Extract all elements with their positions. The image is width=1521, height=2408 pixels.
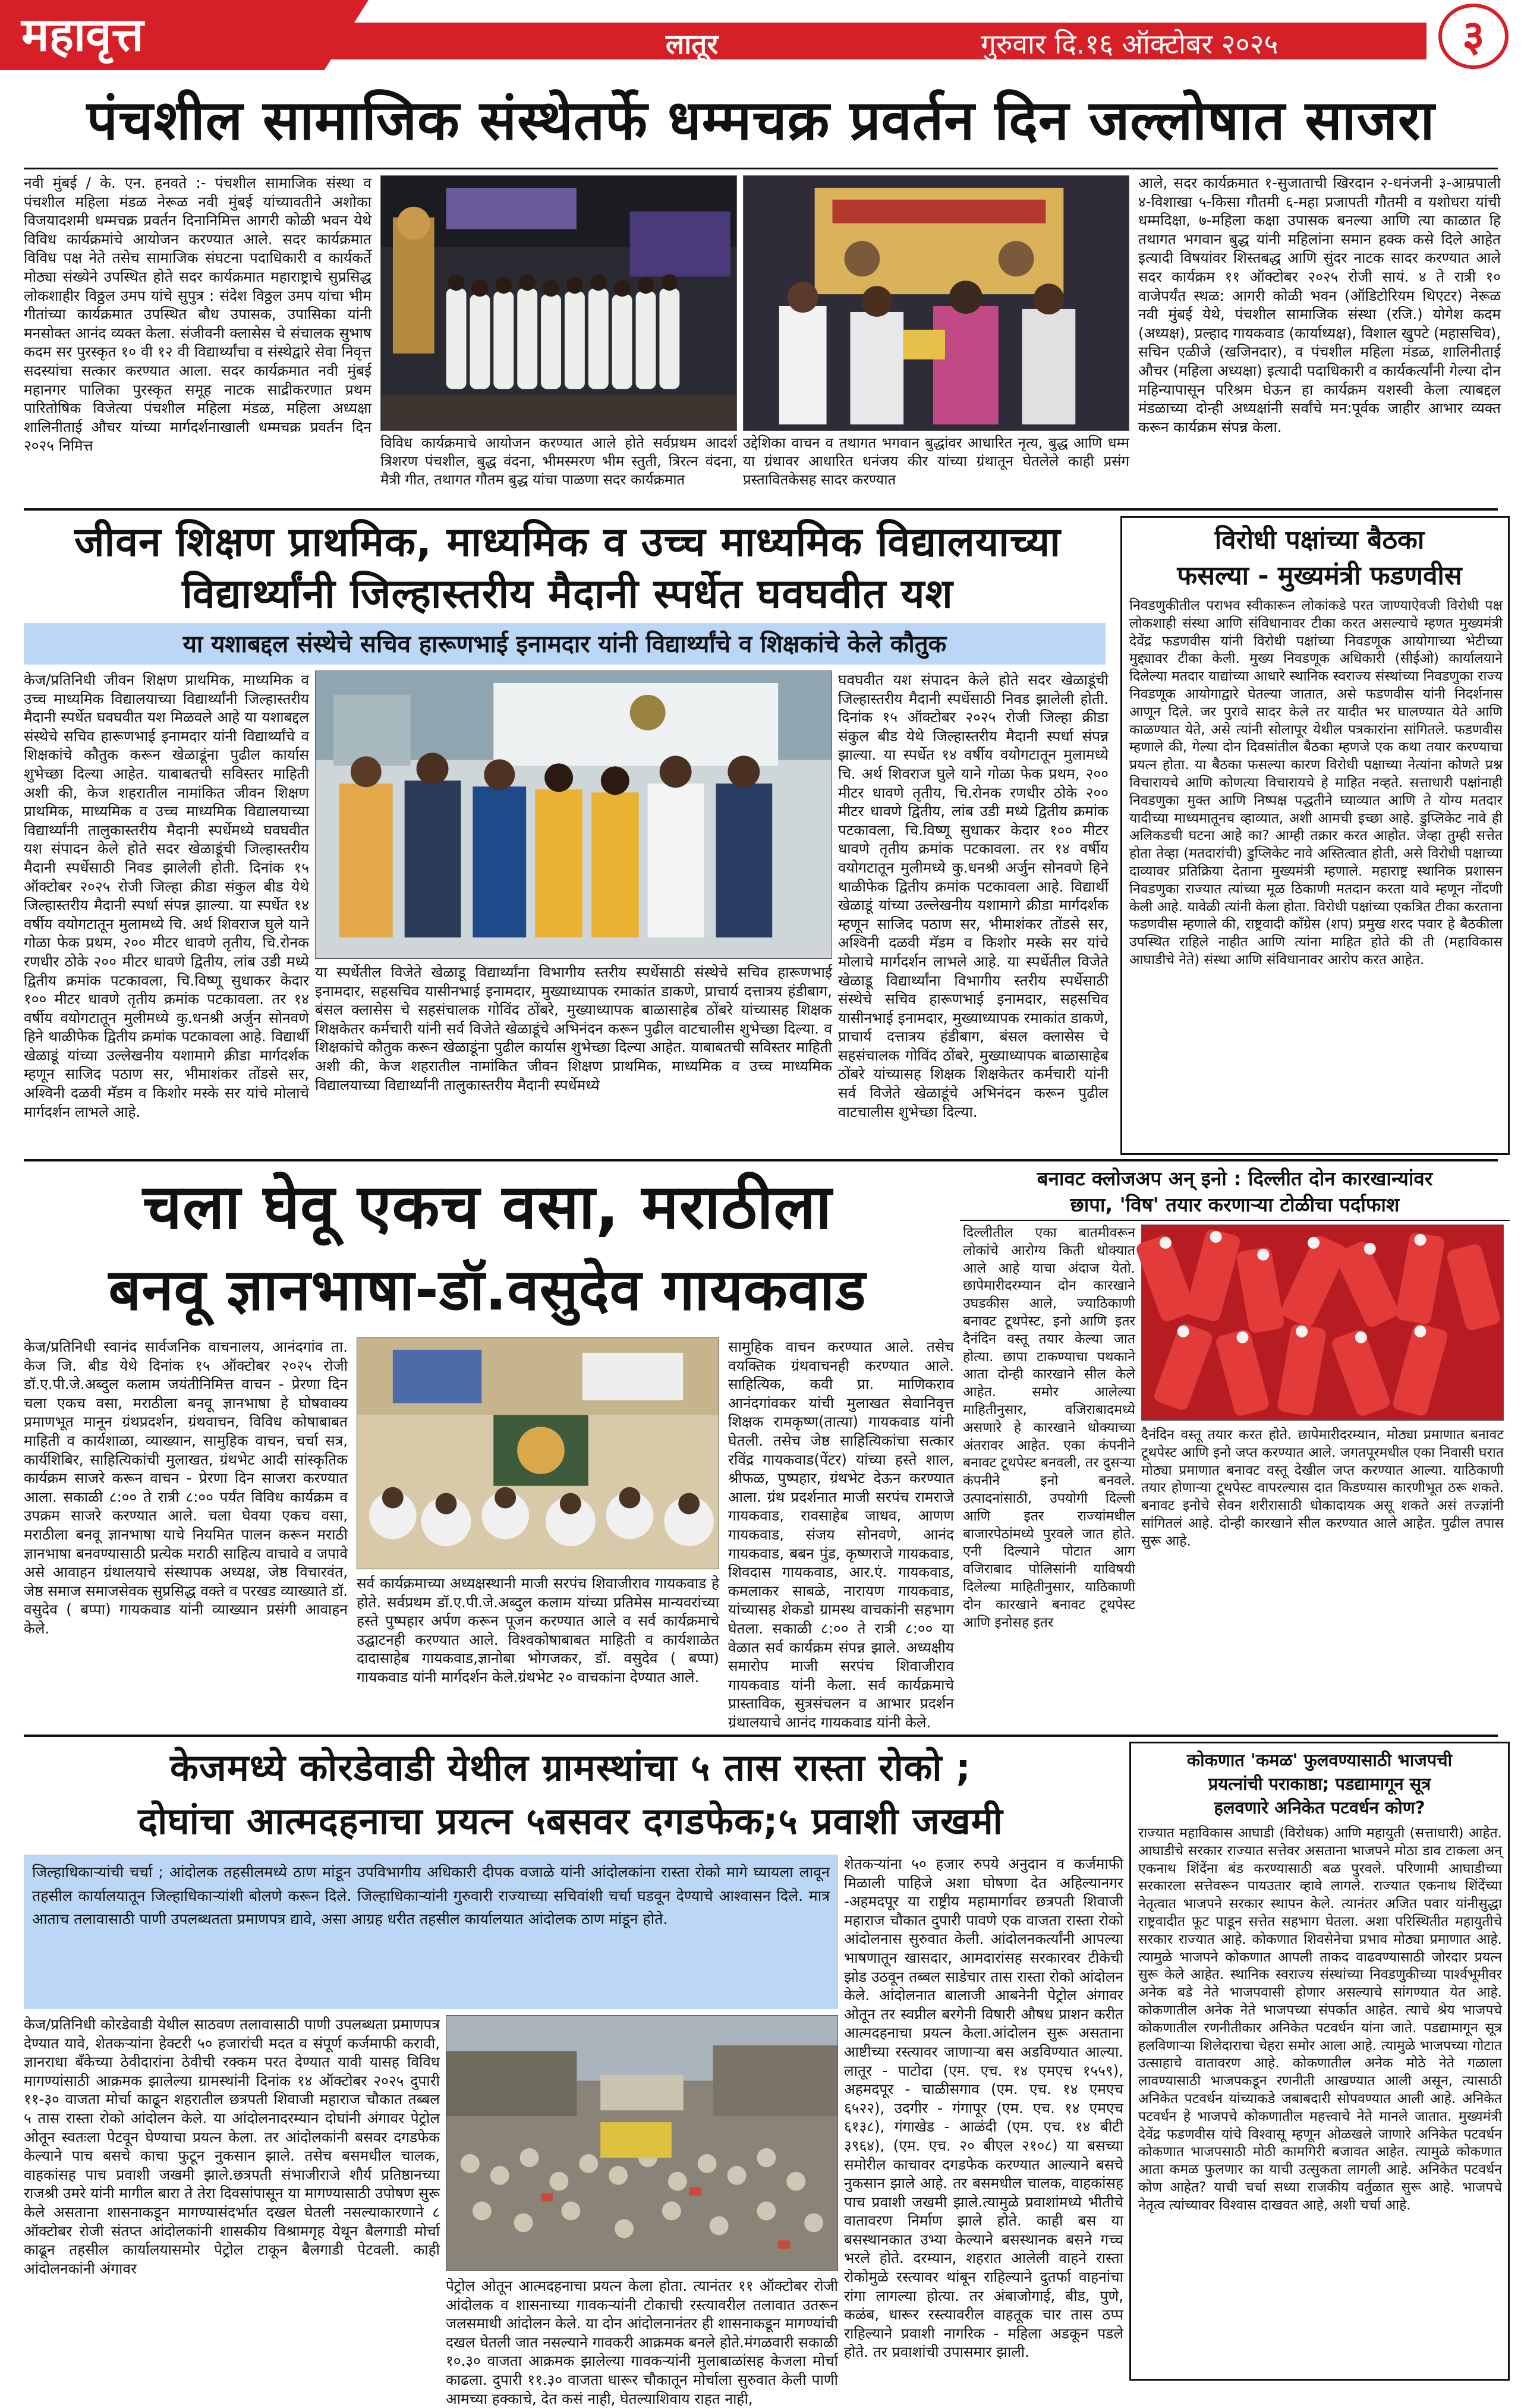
story6-column-2: पेट्रोल ओतून आत्मदहनाचा प्रयत्न केला होता. त्यानंतर ११ ऑक्टोबर रोजी आंदोलक व शासनाच्या गावकऱ्यांनी टोकाची रस्त्यावरील तलावात उतरून जलसमाधी आंदोलन केले. या दोन आंदोलनानंतर ही शासनाकडून मागण्यांची दखल घेतली जात नसल्याने गावकरी आक्रमक बनले होते.मंगळवारी सकाळी १०.३० वाजता आक्रमक झालेल्या गावकऱ्यांनी मुलाबाळांसह केजला मोर्चा काढला. दुपारी ११.३० वाजता धारूर चौकातून मोर्चाला सुरुवात केली पाणी आमच्या हक्काचे, देत कसं नाही, घेतल्याशिवाय राहत नाही, xyxy=(446,2277,838,2407)
story1-headline: पंचशील सामाजिक संस्थेतर्फे धम्मचक्र प्रवर्तन दिन जल्लोषात साजरा xyxy=(86,89,1435,152)
story5-column-1: दिल्लीतील एका बातमीवरून लोकांचे आरोग्य किती धोक्यात आले आहे याचा अंदाज येतो. छापेमारीदरम्यान दोन कारखाने उघडकीस आले, ज्याठिकाणी बनावट टूथपेस्ट, इनो आणि इतर दैनंदिन वस्तू तयार केल्या जात होत्या. छापा टाकण्याचा पथकाने आता दोन्ही कारखाने सील केले आहेत. समोर आलेल्या माहितीनुसार, वजिराबादमध्ये असणारे हे कारखाने धोक्याच्या अंतरावर आहेत. एका कंपनीने बनावट टूथपेस्ट बनवली, तर दुसऱ्या कंपनीने इनो बनवले. उत्पादनांसाठी, उपयोगी दिल्ली आणि इतर राज्यांमधील बाजारपेठांमध्ये पुरवले जात होते. एनी दिल्याने पोटात आग वजिराबाद पोलिसांनी याविषयी दिलेल्या माहितीनुसार, याठिकाणी दोन कारखाने बनावट टूथपेस्ट आणि इनोसह इतर xyxy=(963,1225,1135,1630)
story5-rule xyxy=(960,1220,1510,1221)
story6-headline-line-2: दोघांचा आत्मदहनाचा प्रयत्न ५बसवर दगडफेक;५ प्रवाशी जखमी xyxy=(138,1799,1003,1843)
story4-photo-library-event xyxy=(357,1337,719,1569)
story1-caption-right: उद्देशिका वाचन व तथागत भगवान बुद्धांवर आधारित नृत्य, बुद्ध आणि धम्म या ग्रंथावर आधारित धनंजय कीर यांच्या ग्रंथातून घेतलेले काही प्रसंग प्रस्तावितकेसह सादर करण्यात xyxy=(743,435,1129,488)
story6-column-1: केज/प्रतिनिधी कोरडेवाडी येथील साठवण तलावासाठी पाणी उपलब्धता प्रमाणपत्र देण्यात यावे, शेतकऱ्यांना हेक्टरी ५० हजारांची मदत व संपूर्ण कर्जमाफी करावी, ज्ञानराधा बँकेच्या ठेवीदारांना ठेवीची रक्कम परत देण्यात यावी यासह विविध मागण्यांसाठी आक्रमक झालेल्या ग्रामस्थांनी दिनांक १४ ऑक्टोबर २०२५ दुपारी ११-३० वाजता मोर्चा काढून शहरातील छत्रपती शिवाजी महाराज चौकात तब्बल ५ तास रास्ता रोको आंदोलन केले. या आंदोलनादरम्यान दोघांनी अंगावर पेट्रोल ओतून स्वतःला पेटवून घेण्याचा प्रयत्न केला. तर आंदोलकांनी बसवर दगडफेक केल्याने पाच बसचे काचा फुटून नुकसान झाले. तसेच बसमधील चालक, वाहकांसह पाच प्रवाशी जखमी झाले.छत्रपती संभाजीराजे शौर्य प्रतिष्ठानच्या राजश्री उमरे यांनी मागील बारा ते तेरा दिवसांपासून या मागण्यासाठी उपोषण सुरू केले असताना शासनाकडून मागण्यासंदर्भात दखल घेतली नसल्याकारणाने ८ ऑक्टोबर रोजी संतप्त आंदोलकांनी शासकीय विश्रामगृह येथून बैलगाडी मोर्चा काढून तहसील कार्यालयासमोर पेट्रोल टाकून बैलगाडी पेटवली. काही आंदोलनकांनी अंगावर xyxy=(24,2016,440,2277)
masthead xyxy=(0,0,1521,71)
story1-column-4: आले, सदर कार्यक्रमात १-सुजाताची खिरदान २-धनंजनी ३-आम्रपाली ४-विशाखा ५-किसा गौतमी ६-महा प्रजापती गौतमी व यशोधरा यांची धम्मदिक्षा, ७-महिला कक्षा उपासक बनल्या आणि त्या काळात हि तथागत भगवान बुद्ध यांनी महिलांना समान हक्क कसे दिले आहेत इत्यादी विषयांवर शिस्तबद्ध आणि सुंदर नाटक सादर करण्यात आले सदर कार्यक्रम ११ ऑक्टोबर २०२५ रोजी सायं. ४ ते रात्री १० वाजेपर्यंत स्थळ: आगरी कोळी भवन (ऑडिटोरियम थिएटर) नेरूळ नवी मुंबई येथे, पंचशील सामाजिक संस्था (रजि.) योगेश कदम (अध्यक्ष), प्रल्हाद गायकवाड (कार्याध्यक्ष), विशाल खुपटे (महासचिव), सचिन एळीजे (खजिनदार), व पंचशील महिला मंडळ, शालिनीताई औचर (महिला अध्यक्षा) इत्यादी पदाधिकारी व कार्यकर्त्यांनी गेल्या दोन महिन्यापासून परिश्रम घेऊन हा कार्यक्रम यशस्वी केला त्याबद्दल मंडळाच्या दोन्ही अध्यक्षांनी सर्वांचे मन:पूर्वक जाहीर आभार व्यक्त करून कार्यक्रम संपन्न केला. xyxy=(1138,174,1501,436)
story4-headline-line-1: चला घेवू एकच वसा, मराठीला xyxy=(142,1170,833,1243)
story2-subhead: या यशाबद्दल संस्थेचे सचिव हारूणभाई इनामदार यांनी विद्यार्थ्यांचे व शिक्षकांचे केले कौतुक xyxy=(182,631,947,658)
story1-caption-left: विविध कार्यक्रमाचे आयोजन करण्यात आले होते सर्वप्रथम आदर्श त्रिशरण पंचशील, बुद्ध वंदना, भीमस्मरण भीम स्तुती, त्रिरत्न वंदना, मैत्री गीत, तथागत गौतम बुद्ध यांचा पाळणा सदर कार्यक्रमात xyxy=(380,435,737,488)
story6-photo-road-block xyxy=(446,2015,838,2271)
story1-column-1: नवी मुंबई / के. एन. हनवते :- पंचशील सामाजिक संस्था व पंचशील महिला मंडळ नेरूळ नवी मुंबई यांच्यावतीने अशोका विजयादशमी धम्मचक्र प्रवर्तन दिनानिमित्त आगरी कोळी भवन येथे विविध कार्यक्रमांचे आयोजन करण्यात आले. सदर कार्यक्रमात विविध पक्ष नेते तसेच सामाजिक संघटना पदाधिकारी व कार्यकर्ते मोठ्या संख्येने उपस्थित होते सदर कार्यक्रमात महाराष्ट्राचे सुप्रसिद्ध लोकशाहीर विठ्ठल उमप यांचे सुपुत्र : संदेश विठ्ठल उमप यांचा भीम गीतांच्या कार्यक्रमात उपस्थित बौध उपासक, उपासिका यांनी मनसोक्त आनंद व्यक्त केला. संजीवनी क्लासेस चे संचालक सुभाष कदम सर पुरस्कृत १० वी १२ वी विद्यार्थ्यांचा व संस्थेद्वारे सेवा निवृत्त सदस्यांचा सत्कार करण्यात आला. सदर कार्यक्रमात नवी मुंबई महानगर पालिका पुरस्कृत समूह नाटक साद्रीकरणात प्रथम पारितोषिक विजेत्या पंचशील महिला मंडळ, महिला अध्यक्षा शालिनीताई औचर यांच्या मार्गदर्शनाखाली धम्मचक्र प्रवर्तन दिन २०२५ निमित्त xyxy=(24,174,371,455)
story3-headline-line-1: विरोधी पक्षांच्या बैठका xyxy=(1214,525,1425,555)
story7-headline-line-3: हलवणारे अनिकेत पटवर्धन कोण? xyxy=(1214,1798,1425,1818)
newspaper-brand: महावृत्त xyxy=(21,8,144,62)
story2-headline-line-1: जीवन शिक्षण प्राथमिक, माध्यमिक व उच्च माध्यमिक विद्यालयाच्या xyxy=(74,519,1061,566)
story5-photo-fake-products xyxy=(1141,1225,1504,1421)
story3-body: निवडणुकीतील पराभव स्वीकारून लोकांकडे परत जाण्याऐवजी विरोधी पक्ष लोकशाही संस्था आणि संविधानावर टीका करत असल्याचे म्हणत मुख्यमंत्री देवेंद्र फडणवीस यांनी विरोधी पक्षांच्या निवडणूक आयोगाच्या भेटीच्या मुद्द्यावर टीका केली. मुख्य निवडणूक अधिकारी (सीईओ) कार्यालयाने दिलेल्या मतदार याद्यांच्या आधारे स्थानिक स्वराज्य संस्थांच्या निवडणुका राज्य निवडणूक आयोगाद्वारे घेतल्या जातात, असे फडणवीस यांनी निदर्शनास आणून दिले. जर पुरावे सादर केले तर यादीत भर घालण्यात येते आणि काळण्यात येते, असे त्यांनी सोलापूर येथील पत्रकारांना सांगितले. फडणवीस म्हणाले की, गेल्या दोन दिवसांतील बैठका म्हणजे एक कथा तयार करण्याचा प्रयत्न होता. या बैठका फसल्या कारण विरोधी पक्षाच्या नेत्यांना कोणते प्रश्न विचारायचे आणि कोणत्या विचारायचे हे माहित नव्हते. सत्ताधारी पक्षांनाही निवडणुका मुक्त आणि निष्पक्ष पद्धतीने घ्याव्यात आणि ते योग्य मतदार यादीच्या माध्यमातूनच व्हाव्यात, अशी आमची इच्छा आहे. डुप्लिकेट नावे ही अलिकडची घटना आहे का? आम्ही तक्रार करत आहोत. जेव्हा तुम्ही सत्तेत होता तेव्हा (मतदारांची) डुप्लिकेट नावे अस्तित्वात होती, असे विरोधी पक्षाच्या दाव्यावर प्रतिक्रिया देताना मुख्यमंत्री म्हणाले. महाराष्ट्र स्थानिक प्रशासन निवडणुका राज्यात त्यांच्या मूळ ठिकाणी मतदान करता यावे म्हणून नोंदणी केली आहे. यावेळी त्यांनी केला होता. विरोधी पक्षांच्या एकत्रित टीका करताना फडणवीस म्हणाले की, राष्ट्रवादी काँग्रेस (शप) प्रमुख शरद पवार हे बैठकीला उपस्थित राहिले नाहीत आणि त्यांना माहित होते की ती (महाविकास आघाडीचे नेते) संस्था आणि संविधानावर आरोप करत आहेत. xyxy=(1129,598,1503,968)
story5-headline-line-2: छापा, 'विष' तयार करणाऱ्या टोळीचा पर्दाफाश xyxy=(1070,1193,1400,1216)
story4-column-1: केज/प्रतिनिधी स्वानंद सार्वजनिक वाचनालय, आनंदगांव ता. केज जि. बीड येथे दिनांक १५ ऑक्टोबर २०२५ रोजी डॉ.ए.पी.जे.अब्दुल कलाम जयंतीनिमित्त वाचन - प्रेरणा दिन चला एकच वसा, मराठीला बनवू ज्ञानभाषा हे घोषवाक्य प्रमाणभूत मानून ग्रंथप्रदर्शन, ग्रंथवाचन, विविध कोषाबाबत माहिती व कार्यशाळा, व्याख्यान, सामुहिक वाचन, चर्चा सत्र, कार्यशिबिर, साहित्यिकांची मुलाखत, ग्रंथभेट आदी सांस्कृतिक कार्यक्रम साजरे करून वाचन - प्रेरणा दिन साजरा करण्यात आला. सकाळी ८:०० ते रात्री ८:०० पर्यंत विविध कार्यक्रम व उपक्रम साजरे करण्यात आले. चला घेवया एकच वसा, मराठीला बनवू ज्ञानभाषा याचे नियमित पालन करून मराठी ज्ञानभाषा बनवण्यासाठी प्रत्येक मराठी साहित्य वाचावे व जपावे असे आवाहन ग्रंथालयाचे संस्थापक अध्यक्ष, जेष्ठ विचारवंत, जेष्ठ समाज समाजसेवक सुप्रसिद्ध वक्ते व परखड व्याख्याते डॉ. वसुदेव ( बप्पा) गायकवाड यांनी व्याख्यान प्रसंगी आवाहन केले. xyxy=(24,1338,348,1637)
story3-headline-line-2: फसल्या - मुख्यमंत्री फडणवीस xyxy=(1177,561,1462,591)
section-rule-1 xyxy=(24,508,1498,511)
story4-column-2: सर्व कार्यक्रमाच्या अध्यक्षस्थानी माजी सरपंच शिवाजीराव गायकवाड हे होते. सर्वप्रथम डॉ.ए.पी.जे.अब्दुल कलाम यांच्या प्रतिमेस मान्यवरांच्या हस्ते पुष्पहार अर्पण करून पूजन करण्यात आले व सर्व कार्यक्रमाचे उद्घाटनही करण्यात आले. विश्वकोषाबाबत माहिती व कार्यशाळेत दादासाहेब गायकवाड,ज्ञानोबा भोगजकर, डॉ. वसुदेव ( बप्पा) गायकवाड यांनी मार्गदर्शन केले.ग्रंथभेट २० वाचकांना देण्यात आले. xyxy=(357,1575,719,1686)
story5-headline-line-1: बनावट क्लोजअप अन् इनो : दिल्लीत दोन कारखान्यांवर xyxy=(1037,1167,1433,1190)
story1-photo-felicitation xyxy=(743,175,1129,431)
story4-headline-line-2: बनवू ज्ञानभाषा-डॉ.वसुदेव गायकवाड xyxy=(108,1257,867,1323)
story4-column-3: सामुहिक वाचन करण्यात आले. तसेच वयक्तिक ग्रंथवाचनही करण्यात आले. साहित्यिक, कवी प्रा. माणिकराव आनंदगांवकर यांची मुलाखत सेवानिवृत्त शिक्षक रामकृष्ण(तात्या) गायकवाड यांनी घेतली. तसेच जेष्ठ साहित्यिकांचा सत्कार रविंद्र गायकवाड(पेंटर) यांच्या हस्ते शाल, श्रीफळ, पुष्पहार, ग्रंथभेट देऊन करण्यात आला. ग्रंथ प्रदर्शनात माजी सरपंच रामराजे गायकवाड, रावसाहेब जाधव, आणण गायकवाड, संजय सोनवणे, आनंद गायकवाड, बबन पुंड, कृष्णराजे गायकवाड, शिवदास गायकवाड, आर.एं. गायकवाड, कमलाकर साबळे, नारायण गायकवाड, यांच्यासह शेकडो ग्रामस्थ वाचकांनी सहभाग घेतला. सकाळी ८:०० ते रात्री ८:०० या वेळात सर्व कार्यक्रम संपन्न झाले. अध्यक्षीय समारोप माजी सरपंच शिवाजीराव गायकवाड यांनी केला. सर्व कार्यक्रमाचे प्रास्ताविक, सुत्रसंचलन व आभार प्रदर्शन ग्रंथालयाचे आनंद गायकवाड यांनी केले. xyxy=(728,1338,954,1731)
story7-headline-line-2: प्रयत्नांची पराकाष्ठा; पडद्यामागून सूत्र xyxy=(1208,1774,1431,1794)
story5-column-2: दैनंदिन वस्तू तयार करत होते. छापेमारीदरम्यान, मोठ्या प्रमाणात बनावट टूथपेस्ट आणि इनो जप्त करण्यात आले. जगतपूरमधील एका निवासी घरात मोठ्या प्रमाणात बनावट वस्तू देखील जप्त करण्यात आल्या. याठिकाणी तयार होणाऱ्या टूथपेस्ट वापरल्यास दात किडण्यास कारणीभूत ठरू शकते. बनावट इनोचे सेवन शरीरासाठी धोकादायक असू शकते असं तज्ज्ञांनी सांगितलं आहे. दोन्ही कारखाने सील करण्यात आले आहेत. पुढील तपास सुरू आहे. xyxy=(1141,1427,1504,1549)
story2-column-3: घवघवीत यश संपादन केले होते सदर खेळाडूंची जिल्हास्तरीय मैदानी स्पर्धेसाठी निवड झालेली होती. दिनांक १५ ऑक्टोबर २०२५ रोजी जिल्हा क्रीडा संकुल बीड येथे जिल्हास्तरीय मैदानी स्पर्धा संपन्न झाल्या. या स्पर्धेत १४ वर्षीय वयोगटातून मुलामध्ये चि. अर्थ शिवराज घुले याने गोळा फेक प्रथम, २०० मीटर धावणे तृतीय, चि.रोनक रणधीर ठोके २०० मीटर धावणे द्वितीय, लांब उडी मध्ये द्वितीय क्रमांक पटकावला, चि.विष्णू सुधाकर केदार १०० मीटर धावणे तृतीय क्रमांक पटकावला. तर १४ वर्षीय वयोगटातून मुलीमध्ये कु.धनश्री अर्जुन सोनवणे हिने थाळीफेक द्वितीय क्रमांक पटकावला आहे. विद्यार्थी खेळाडूं यांच्या उल्लेखनीय यशामागे क्रीडा मार्गदर्शक म्हणून साजिद पठाण सर, भीमाशंकर तोंडसे सर, अश्विनी दळवी मॅडम व किशोर मस्के सर यांचे मोलाचे मार्गदर्शन लाभले आहे. या स्पर्धेतील विजेते खेळाडू विद्यार्थ्यांना विभागीय स्तरीय स्पर्धेसाठी संस्थेचे सचिव हारूणभाई इनामदार, सहसचिव यासीनभाई इनामदार, मुख्याध्यापक रमाकांत डाकणे, प्राचार्य दत्तात्रय हंडीबाग, बंसल क्लासेस चे सहसंचालक गोविंद ठोंबरे, मुख्याध्यापक बाळासाहेब ठोंबरे यांच्यासह शिक्षक शिक्षकेतर कर्मचारी यांनी सर्व विजेते खेळाडूंचे अभिनंदन करून पुढील वाटचालीस शुभेच्छा दिल्या. xyxy=(838,671,1109,1120)
section-rule-3 xyxy=(24,1735,1498,1737)
story6-highlight-box xyxy=(24,1855,838,2009)
story2-column-2: या स्पर्धेतील विजेते खेळाडू विद्यार्थ्यांना विभागीय स्तरीय स्पर्धेसाठी संस्थेचे सचिव हारूणभाई इनामदार, सहसचिव यासीनभाई इनामदार, मुख्याध्यापक रमाकांत डाकणे, प्राचार्य दत्तात्रय हंडीबाग, बंसल क्लासेस चे सहसंचालक गोविंद ठोंबरे, मुख्याध्यापक बाळासाहेब ठोंबरे यांच्यासह शिक्षक शिक्षकेतर कर्मचारी यांनी सर्व विजेते खेळाडूंचे अभिनंदन करून पुढील वाटचालीस शुभेच्छा दिल्या. व शिक्षकांचे कौतुक करून खेळाडूंना पुढील कार्यास शुभेच्छा दिल्या आहेत. याबाबतची सविस्तर माहिती अशी की, केज शहरातील नामांकित जीवन शिक्षण प्राथमिक, माध्यमिक व उच्च माध्यमिक विद्यालयाच्या विद्यार्थ्यांनी तालुकास्तरीय मैदानी स्पर्धेमध्ये xyxy=(315,964,832,1094)
edition-date: गुरुवार दि.१६ ऑक्टोबर २०२५ xyxy=(981,28,1278,60)
section-rule-2 xyxy=(24,1159,1498,1161)
story1-photo-dancers xyxy=(380,175,737,431)
story6-headline-line-1: केजमध्ये कोरडेवाडी येथील ग्रामस्थांचा ५ तास रास्ता रोको ; xyxy=(170,1746,971,1789)
story6-column-3: शेतकऱ्यांना ५० हजार रुपये अनुदान व कर्जमाफी मिळाली पाहिजे अशा घोषणा देत अहिल्यानगर -अहमदपूर या राष्ट्रीय महामार्गावर छत्रपती शिवाजी महाराज चौकात दुपारी पावणे एक वाजता रास्ता रोको आंदोलनास सुरुवात केली. आंदोलनकर्त्यांनी आपल्या भाषणातून खासदार, आमदारांसह सरकारवर टीकेची झोड उठवून तब्बल साडेचार तास रास्ता रोको आंदोलन केले. आंदोलनात बालाजी आबनेनी पेट्रोल अंगावर ओतून तर स्वप्नील बरगेनी विषारी औषध प्राशन करीत आत्मदहनाचा प्रयत्न केला.आंदोलन सुरू असताना आष्टीच्या रस्त्यावर जाणाऱ्या बस अडविण्यात आल्या. लातूर - पाटोदा (एम. एच. १४ एमएच १५५९), अहमदपूर - चाळीसगाव (एम. एच. १४ एमएच ६५२२), उदगीर - गंगापूर (एम. एच. १४ एमएच ६१३८), गंगाखेड - आळंदी (एम. एच. १४ बीटी ३९६४), (एम. एच. २० बीएल २१०८) या बसच्या समोरील काचावर दगडफेक करण्यात आल्याने बसचे नुकसान झाले आहे. तर बसमधील चालक, वाहकांसह पाच प्रवाशी जखमी झाले.त्यामुळे प्रवाशांमध्ये भीतीचे वातावरण निर्माण झाले होते. काही बस या बसस्थानकात उभ्या केल्याने बसस्थानक बसने गच्च भरले होते. दरम्यान, शहरात आलेली वाहने रास्ता रोकोमुळे रस्त्यावर थांबून राहिल्याने दुतर्फा वाहनांचा रांगा लागल्या होत्या. तर अंबाजोगाई, बीड, पुणे, कळंब, धारूर रस्त्यावरील वाहतूक चार तास ठप्प राहिल्याने प्रवाशी नागरिक - महिला अडकून पडले होते. तर प्रवाशांची उपासमार झाली. xyxy=(844,1855,1123,2361)
story7-headline-line-1: कोकणात 'कमळ' फुलवण्यासाठी भाजपची xyxy=(1186,1750,1453,1770)
story2-subhead-band xyxy=(24,623,1106,665)
story1-rule xyxy=(24,168,1498,169)
story2-column-1: केज/प्रतिनिधी जीवन शिक्षण प्राथमिक, माध्यमिक व उच्च माध्यमिक विद्यालयाच्या विद्यार्थ्यांनी जिल्हास्तरीय मैदानी स्पर्धेत घवघवीत यश मिळवले आहे या यशाबद्दल संस्थेचे सचिव हारूणभाई इनामदार यांनी विद्यार्थ्यांचे व शिक्षकांचे कौतुक करून खेळाडूंना पुढील कार्यास शुभेच्छा दिल्या आहेत. याबाबतची सविस्तर माहिती अशी की, केज शहरातील नामांकित जीवन शिक्षण प्राथमिक, माध्यमिक व उच्च माध्यमिक विद्यालयाच्या विद्यार्थ्यांनी तालुकास्तरीय मैदानी स्पर्धेमध्ये घवघवीत यश संपादन केले होते सदर खेळाडूंची जिल्हास्तरीय मैदानी स्पर्धेसाठी निवड झालेली होती. दिनांक १५ ऑक्टोबर २०२५ रोजी जिल्हा क्रीडा संकुल बीड येथे जिल्हास्तरीय मैदानी स्पर्धा संपन्न झाल्या. या स्पर्धेत १४ वर्षीय वयोगटातून मुलामध्ये चि. अर्थ शिवराज घुले याने गोळा फेक प्रथम, २०० मीटर धावणे तृतीय, चि.रोनक रणधीर ठोके २०० मीटर धावणे द्वितीय, लांब उडी मध्ये द्वितीय क्रमांक पटकावला, चि.विष्णू सुधाकर केदार १०० मीटर धावणे तृतीय क्रमांक पटकावला. तर १४ वर्षीय वयोगटातून मुलीमध्ये कु.धनश्री अर्जुन सोनवणे हिने थाळीफेक द्वितीय क्रमांक पटकावला आहे. विद्यार्थी खेळाडूं यांच्या उल्लेखनीय यशामागे क्रीडा मार्गदर्शक म्हणून साजिद पठाण सर, भीमाशंकर तोंडसे सर, अश्विनी दळवी मॅडम व किशोर मस्के सर यांचे मोलाचे मार्गदर्शन लाभले आहे. xyxy=(24,671,309,1120)
page-number: ३ xyxy=(1438,4,1509,69)
story2-headline-line-2: विद्यार्थ्यांनी जिल्हास्तरीय मैदानी स्पर्धेत घवघवीत यश xyxy=(182,571,953,618)
story2-photo-athletes xyxy=(315,671,832,959)
story6-highlight: जिल्हाधिकाऱ्यांची चर्चा ; आंदोलक तहसीलमध्ये ठाण मांडून उपविभागीय अधिकारी दीपक वजाळे यांनी आंदोलकांना रास्ता रोको मागे घ्यायला लावून तहसील कार्यालयातून जिल्हाधिकाऱ्यांशी बोलणे करून दिले. जिल्हाधिकाऱ्यांनी गुरुवारी राज्याच्या सचिवांशी चर्चा घडवून देण्याचे आश्वासन दिले. मात्र आताच तलावासाठी पाणी उपलब्धतता प्रमाणपत्र द्यावे, असा आग्रह धरीत तहसील कार्यालयात आंदोलक ठाण मांडून होते. xyxy=(32,1864,830,1928)
edition-city: लातूर xyxy=(666,28,719,60)
story7-body: राज्यात महाविकास आघाडी (विरोधक) आणि महायुती (सत्ताधारी) आहेत. आघाडीचे सरकार राज्यात सत्तेवर असताना भाजपने मोठा डाव टाकला अन् एकनाथ शिंदेंना बंड करण्यासाठी बळ पुरवले. परिणामी आघाडीच्या सरकारला सत्तेवरून पायउतार व्हावे लागले. राज्यात एकनाथ शिंदेंच्या नेतृत्वात भाजपने सरकार स्थापन केले. त्यानंतर अजित पवार यांनीसुद्धा राष्ट्रवादीत फूट पाडून सत्तेत सहभाग घेतला. अशा परिस्थितीत महायुतीचे सरकार राज्यात आहे. कोकणात शिवसेनेचा प्रभाव मोठ्या प्रमाणात आहे. त्यामुळे भाजपने कोकणात आपली ताकद वाढवण्यासाठी जोरदार प्रयत्न सुरू केले आहेत. स्थानिक स्वराज्य संस्थांच्या निवडणुकीच्या पार्श्वभूमीवर अनेक बडे नेते भाजपवासी होणार असल्याचे सांगण्यात येत आहे. कोकणातील अनेक नेते भाजपच्या संपर्कात आहेत. त्याचे श्रेय भाजपचे कोकणातील रणनीतीकार अनिकेत पटवर्धन यांना जाते. पडद्यामागून सूत्र हलविणाऱ्या शिलेदाराचा चेहरा समोर आला आहे. त्यामुळे भाजपच्या गोटात उत्साहाचे वातावरण आहे. कोकणातील अनेक मोठे नेते गळाला लावण्यासाठी भाजपकडून रणनीती आखण्यात आली असून, त्यासाठी अनिकेत पटवर्धन यांच्याकडे जबाबदारी सोपवण्यात आली आहे. अनिकेत पटवर्धन हे भाजपचे कोकणातील महत्त्वाचे नेते मानले जातात. मुख्यमंत्री देवेंद्र फडणवीस यांचे विश्वासू म्हणून ओळखले जाणारे अनिकेत पटवर्धन कोकणात भाजपसाठी मोठी कामगिरी बजावत आहेत. त्यामुळे कोकणात आता कमळ फुलणार का याची उत्सुकता लागली आहे. अनिकेत पटवर्धन कोण आहेत? याची चर्चा सध्या राजकीय वर्तुळात सुरू आहे. भाजपचे नेतृत्व त्यांच्यावर विश्वास दाखवत आहे, अशी चर्चा आहे. xyxy=(1138,1825,1502,2213)
